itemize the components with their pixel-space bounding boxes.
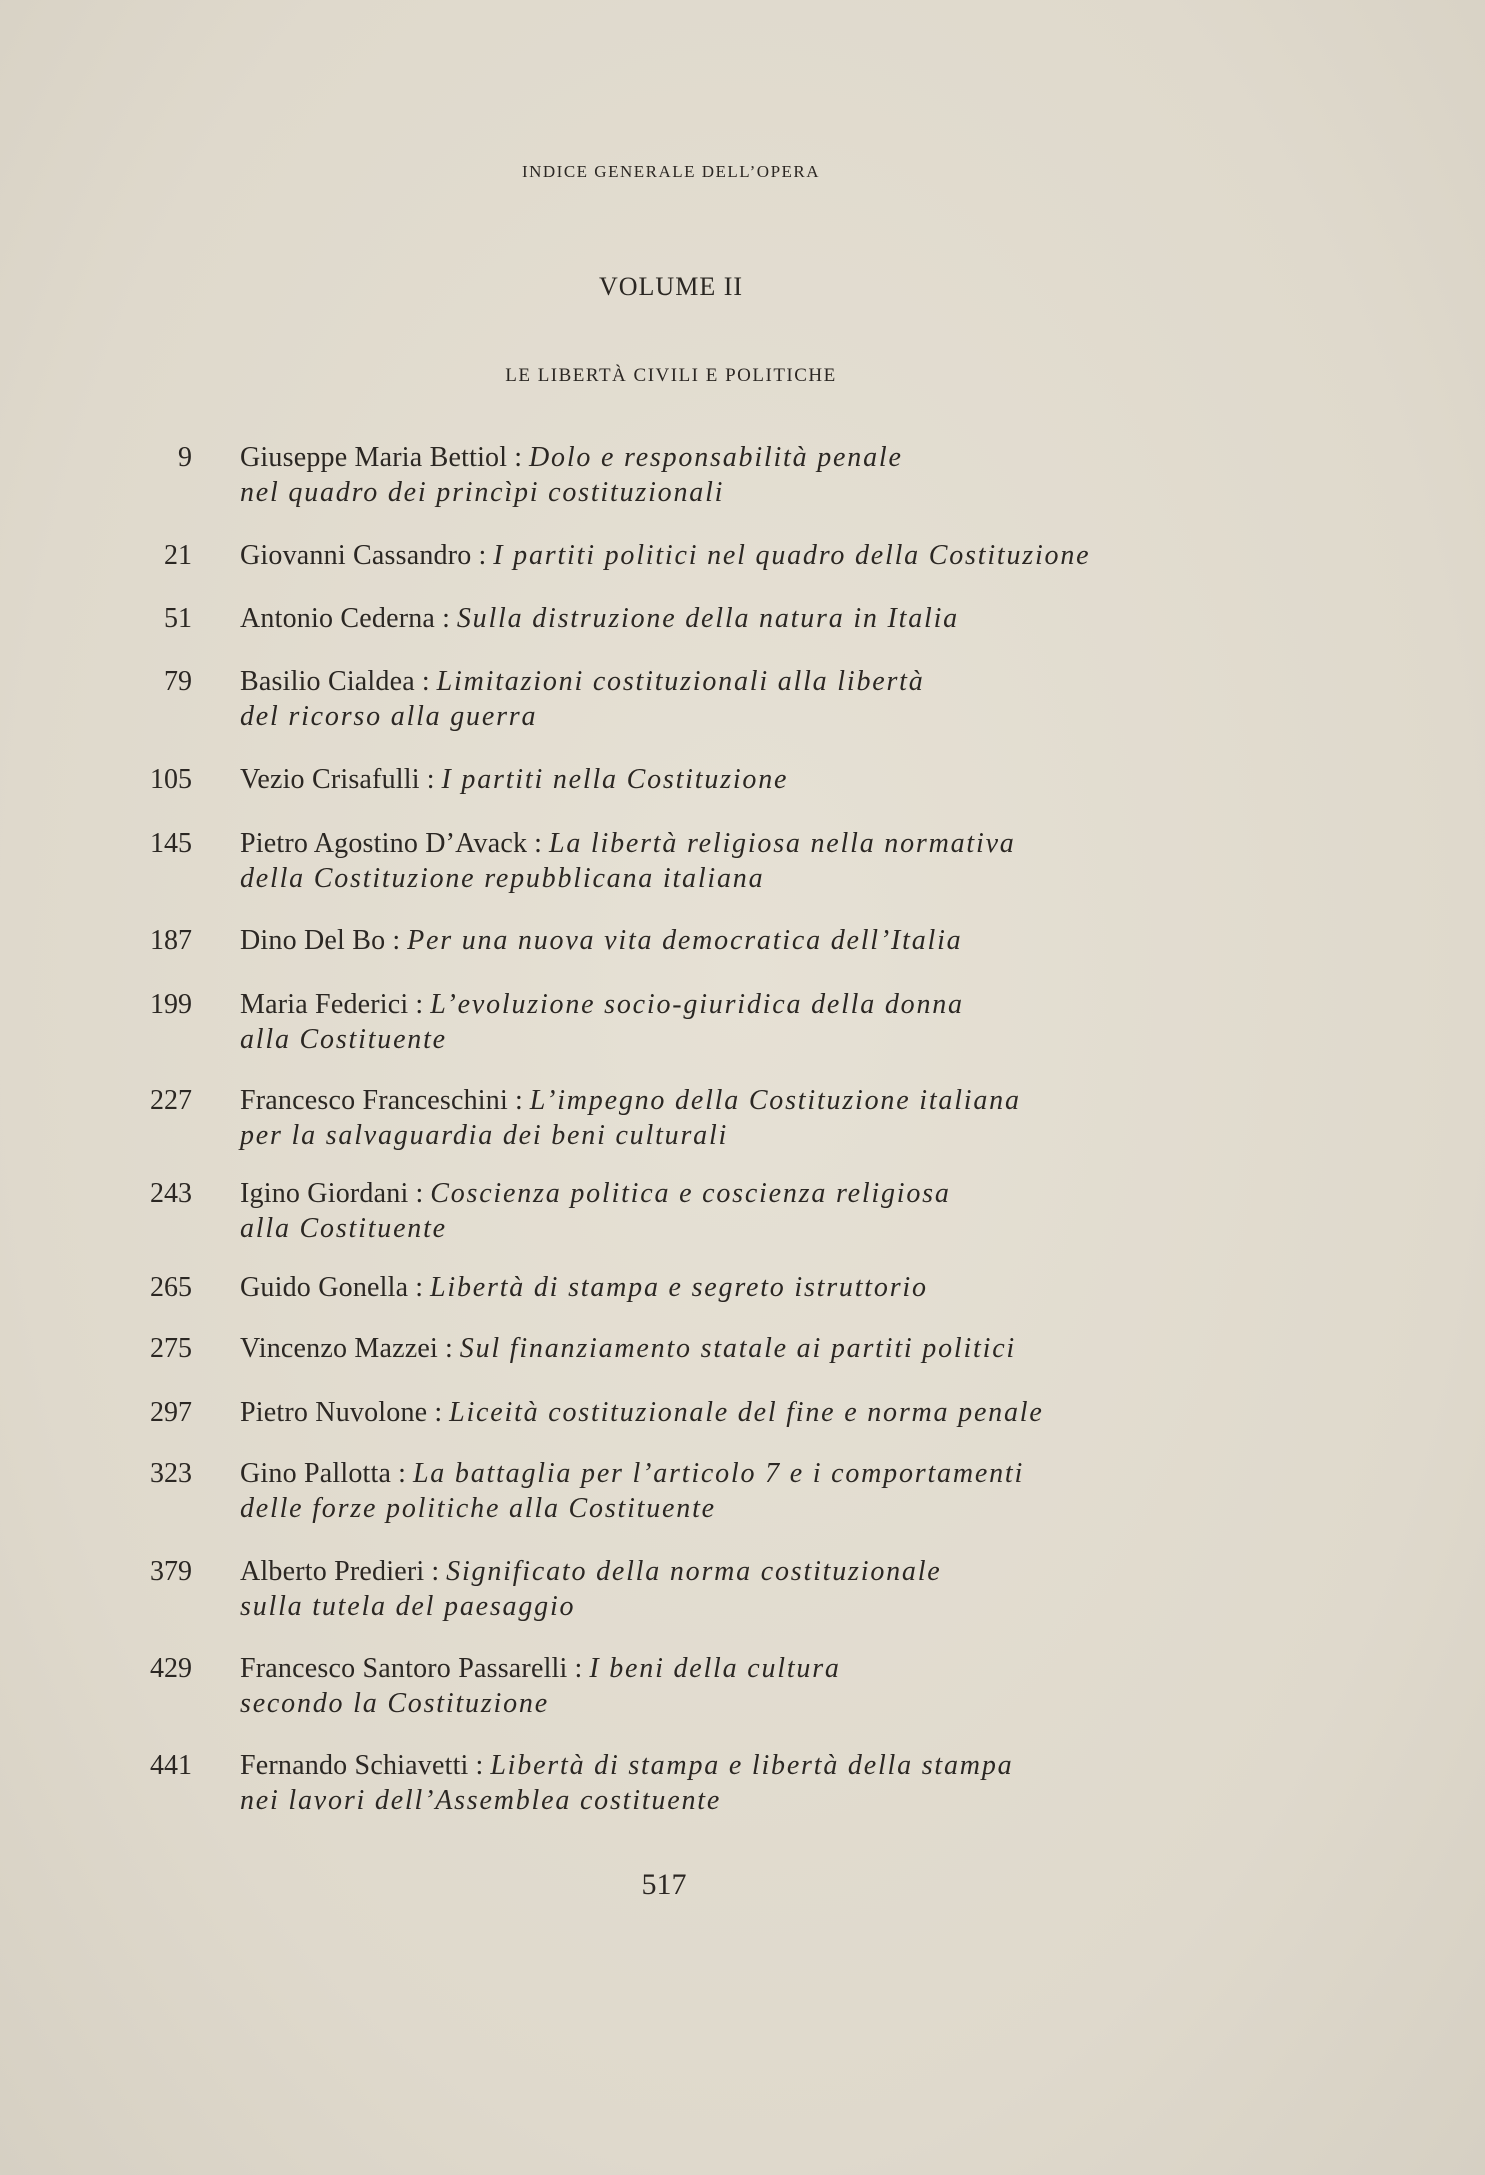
entry-page-number: 21 bbox=[164, 540, 192, 571]
entry-body bbox=[240, 1176, 1300, 1246]
entry-title: Liceità costituzionale del fine e norma penale bbox=[449, 1397, 1044, 1428]
entry-separator: : bbox=[468, 1750, 491, 1781]
entry-page-number: 297 bbox=[150, 1397, 192, 1428]
entry-title: Coscienza politica e coscienza religiosa bbox=[430, 1178, 951, 1209]
entry-title-continued: sulla tutela del paesaggio bbox=[240, 1591, 576, 1622]
entry-page-number: 79 bbox=[164, 666, 192, 697]
entry-separator: : bbox=[414, 666, 437, 697]
entry-separator: : bbox=[507, 1085, 530, 1116]
entry-author: Fernando Schiavetti bbox=[240, 1750, 469, 1781]
entry-title: I partiti politici nel quadro della Costituzione bbox=[493, 540, 1091, 571]
entry-separator: : bbox=[527, 828, 549, 859]
entry-body bbox=[240, 987, 1300, 1057]
entry-separator: : bbox=[424, 1556, 447, 1587]
entry-page-number: 243 bbox=[150, 1178, 192, 1209]
entry-title: L’evoluzione socio-giuridica della donna bbox=[430, 989, 964, 1020]
entry-page-number: 105 bbox=[150, 764, 192, 795]
entry-title-continued: nei lavori dell’Assemblea costituente bbox=[240, 1785, 722, 1816]
entry-body bbox=[240, 762, 1300, 797]
volume-heading: VOLUME II bbox=[598, 272, 744, 301]
entry-page-number: 275 bbox=[150, 1333, 192, 1364]
entry-author: Gino Pallotta bbox=[240, 1458, 392, 1489]
entry-author: Antonio Cederna bbox=[240, 603, 436, 634]
entry-author: Igino Giordani bbox=[240, 1178, 409, 1209]
entry-separator: : bbox=[567, 1653, 590, 1684]
entry-title-continued: alla Costituente bbox=[240, 1213, 447, 1244]
entry-page-number: 227 bbox=[150, 1085, 192, 1116]
entry-title-continued: nel quadro dei princìpi costituzionali bbox=[240, 477, 725, 508]
entry-page-number: 429 bbox=[150, 1653, 192, 1684]
entry-title: La battaglia per l’articolo 7 e i comportamenti bbox=[412, 1458, 1025, 1489]
entry-author: Maria Federici bbox=[240, 989, 409, 1020]
entry-page-number: 51 bbox=[164, 603, 192, 634]
entry-separator: : bbox=[385, 925, 408, 956]
entry-author: Giuseppe Maria Bettiol bbox=[240, 442, 508, 473]
entry-separator: : bbox=[427, 1397, 450, 1428]
entry-title: Libertà di stampa e segreto istruttorio bbox=[430, 1272, 928, 1303]
entry-title-continued: alla Costituente bbox=[240, 1024, 447, 1055]
entry-title-continued: della Costituzione repubblicana italiana bbox=[240, 863, 765, 894]
entry-author: Pietro Nuvolone bbox=[240, 1397, 428, 1428]
entry-page-number: 199 bbox=[150, 989, 192, 1020]
entry-author: Guido Gonella bbox=[240, 1272, 409, 1303]
entry-author: Vincenzo Mazzei bbox=[240, 1333, 438, 1364]
entry-title: Sul finanziamento statale ai partiti politici bbox=[459, 1333, 1017, 1364]
entry-page-number: 9 bbox=[178, 442, 192, 473]
entry-body bbox=[240, 1395, 1300, 1430]
entry-author: Giovanni Cassandro bbox=[240, 540, 472, 571]
entry-separator: : bbox=[419, 764, 442, 795]
entry-title: I beni della cultura bbox=[589, 1653, 841, 1684]
entry-page-number: 379 bbox=[150, 1556, 192, 1587]
entry-body bbox=[240, 826, 1300, 896]
entry-title: Dolo e responsabilità penale bbox=[529, 442, 903, 473]
entry-page-number: 441 bbox=[150, 1750, 192, 1781]
entry-body bbox=[240, 538, 1300, 573]
entry-body bbox=[240, 440, 1300, 510]
entry-body bbox=[240, 664, 1300, 734]
entry-body bbox=[240, 1651, 1300, 1721]
entry-body bbox=[240, 1554, 1300, 1624]
running-head: INDICE GENERALE DELL’OPERA bbox=[521, 162, 821, 181]
entry-title-continued: per la salvaguardia dei beni culturali bbox=[240, 1120, 729, 1151]
entry-body bbox=[240, 1456, 1300, 1526]
entry-separator: : bbox=[435, 603, 457, 634]
entry-author: Alberto Predieri bbox=[240, 1556, 425, 1587]
entry-separator: : bbox=[408, 1272, 431, 1303]
entry-author: Francesco Santoro Passarelli bbox=[240, 1653, 568, 1684]
entry-title-continued: secondo la Costituzione bbox=[240, 1688, 549, 1719]
entry-title: L’impegno della Costituzione italiana bbox=[529, 1085, 1021, 1116]
entry-separator: : bbox=[507, 442, 530, 473]
entry-separator: : bbox=[408, 1178, 431, 1209]
section-heading: LE LIBERTÀ CIVILI E POLITICHE bbox=[505, 365, 837, 386]
entry-author: Pietro Agostino D’Avack bbox=[240, 828, 528, 859]
entry-title: Libertà di stampa e libertà della stampa bbox=[490, 1750, 1014, 1781]
entry-body bbox=[240, 601, 1300, 636]
entry-page-number: 145 bbox=[150, 828, 192, 859]
entry-body bbox=[240, 1270, 1300, 1305]
entry-separator: : bbox=[471, 540, 494, 571]
entry-separator: : bbox=[391, 1458, 413, 1489]
entry-author: Francesco Franceschini bbox=[240, 1085, 508, 1116]
entry-title: Per una nuova vita democratica dell’Italia bbox=[407, 925, 963, 956]
entry-body bbox=[240, 1331, 1300, 1366]
entry-title: La libertà religiosa nella normativa bbox=[548, 828, 1016, 859]
entry-page-number: 187 bbox=[150, 925, 192, 956]
entry-separator: : bbox=[438, 1333, 460, 1364]
entry-author: Dino Del Bo bbox=[240, 925, 386, 956]
entry-title-continued: delle forze politiche alla Costituente bbox=[240, 1493, 716, 1524]
entry-body bbox=[240, 1748, 1300, 1818]
entry-title: Limitazioni costituzionali alla libertà bbox=[436, 666, 925, 697]
entry-title-continued: del ricorso alla guerra bbox=[240, 701, 538, 732]
entry-page-number: 323 bbox=[150, 1458, 192, 1489]
page-number: 517 bbox=[641, 1868, 687, 1901]
entry-title: I partiti nella Costituzione bbox=[441, 764, 789, 795]
entry-separator: : bbox=[408, 989, 431, 1020]
entry-title: Significato della norma costituzionale bbox=[446, 1556, 942, 1587]
entry-page-number: 265 bbox=[150, 1272, 192, 1303]
entry-title: Sulla distruzione della natura in Italia bbox=[456, 603, 959, 634]
entry-author: Basilio Cialdea bbox=[240, 666, 415, 697]
entry-author: Vezio Crisafulli bbox=[240, 764, 420, 795]
entry-body bbox=[240, 1083, 1300, 1153]
entry-body bbox=[240, 923, 1300, 958]
